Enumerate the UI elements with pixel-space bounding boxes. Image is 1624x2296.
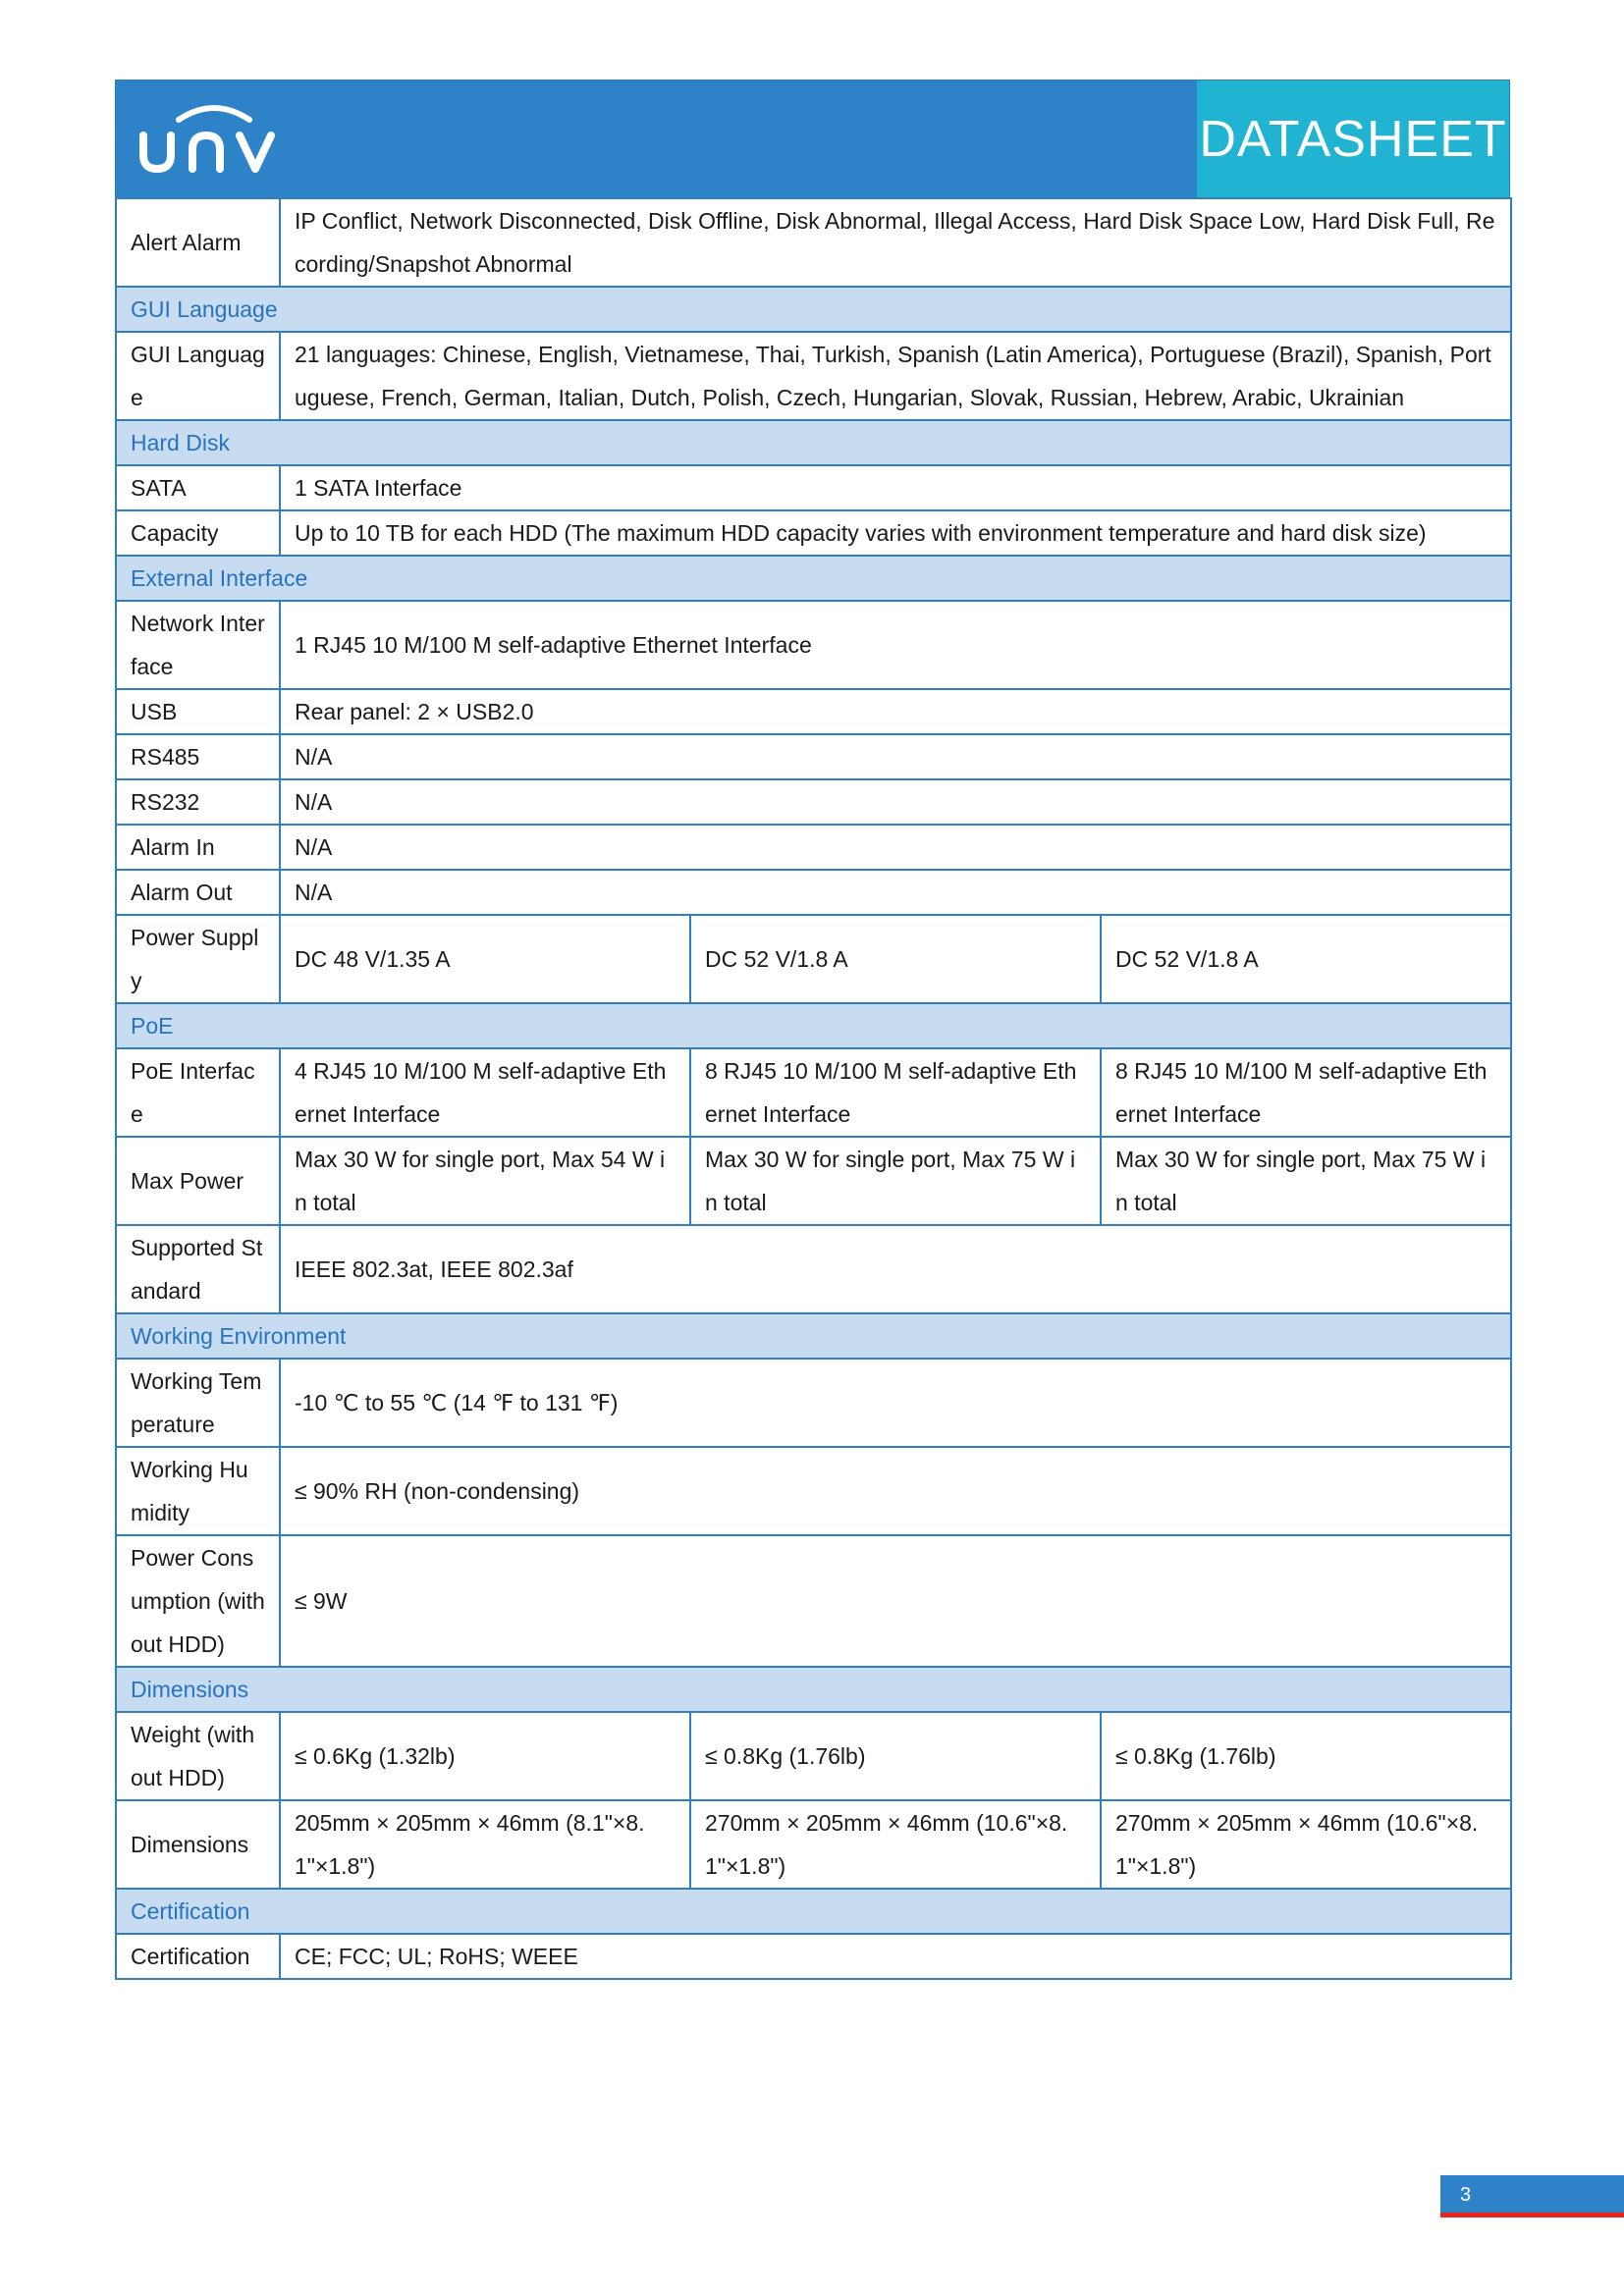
row-label: RS485 [116,734,280,779]
section-header [116,556,1511,601]
section-title: External Interface [116,556,1511,601]
row-value: 4 RJ45 10 M/100 M self-adaptive Ethernet Interface [280,1048,690,1137]
row-value: ≤ 0.6Kg (1.32lb) [280,1712,690,1800]
section-title: Working Environment [116,1313,1511,1359]
row-value: IEEE 802.3at, IEEE 802.3af [280,1225,1511,1313]
section-header [116,1889,1511,1934]
row-value: 8 RJ45 10 M/100 M self-adaptive Ethernet Interface [1101,1048,1511,1137]
row-label: GUI Language [116,332,280,420]
row-label: Working Temperature [116,1359,280,1447]
row-label: USB [116,689,280,734]
row-value: 1 SATA Interface [280,465,1511,510]
section-header [116,1667,1511,1712]
section-header [116,1003,1511,1048]
row-value: 1 RJ45 10 M/100 M self-adaptive Ethernet Interface [280,601,1511,689]
row-value: 21 languages: Chinese, English, Vietnamese, Thai, Turkish, Spanish (Latin America), Portuguese (Brazil), Spanish, Portuguese, French, German, Italian, Dutch, Polish, Czech, Hungarian, Slovak, Russian, Hebrew, Arabic, Ukrainian [280,332,1511,420]
row-label: PoE Interface [116,1048,280,1137]
table-row [116,198,1511,287]
row-label: Network Interface [116,601,280,689]
table-row [116,332,1511,420]
section-title: Dimensions [116,1667,1511,1712]
table-row [116,1934,1511,1979]
row-value: Max 30 W for single port, Max 54 W in total [280,1137,690,1225]
datasheet-tag: DATASHEET [1197,80,1509,197]
row-value: Max 30 W for single port, Max 75 W in total [690,1137,1101,1225]
page-number: 3 [1440,2175,1624,2217]
row-label: SATA [116,465,280,510]
row-value: ≤ 9W [280,1535,1511,1667]
row-value: ≤ 0.8Kg (1.76lb) [1101,1712,1511,1800]
section-title: Hard Disk [116,420,1511,465]
section-header [116,287,1511,332]
row-label: Supported Standard [116,1225,280,1313]
table-row [116,915,1511,1003]
row-label: Weight (without HDD) [116,1712,280,1800]
row-value: Up to 10 TB for each HDD (The maximum HDD capacity varies with environment temperature and hard disk size) [280,510,1511,556]
table-row [116,1800,1511,1889]
row-value: DC 52 V/1.8 A [1101,915,1511,1003]
row-label: Alert Alarm [116,198,280,287]
table-row [116,1137,1511,1225]
section-title: GUI Language [116,287,1511,332]
page-header [115,80,1510,198]
row-label: Capacity [116,510,280,556]
row-value: Rear panel: 2 × USB2.0 [280,689,1511,734]
row-value: 205mm × 205mm × 46mm (8.1"×8.1"×1.8") [280,1800,690,1889]
table-row [116,510,1511,556]
row-value: N/A [280,779,1511,825]
row-label: Dimensions [116,1800,280,1889]
table-row [116,1359,1511,1447]
section-header [116,420,1511,465]
table-row [116,1447,1511,1535]
row-value: Max 30 W for single port, Max 75 W in total [1101,1137,1511,1225]
row-value: 270mm × 205mm × 46mm (10.6"×8.1"×1.8") [1101,1800,1511,1889]
section-title: PoE [116,1003,1511,1048]
table-row [116,1048,1511,1137]
table-row [116,601,1511,689]
table-row [116,734,1511,779]
table-row [116,1712,1511,1800]
row-value: DC 48 V/1.35 A [280,915,690,1003]
row-value: ≤ 0.8Kg (1.76lb) [690,1712,1101,1800]
row-label: RS232 [116,779,280,825]
row-value: CE; FCC; UL; RoHS; WEEE [280,1934,1511,1979]
row-label: Alarm In [116,825,280,870]
table-row [116,870,1511,915]
row-label: Max Power [116,1137,280,1225]
table-row [116,825,1511,870]
row-value: IP Conflict, Network Disconnected, Disk Offline, Disk Abnormal, Illegal Access, Hard Disk Space Low, Hard Disk Full, Recording/Snapshot Abnormal [280,198,1511,287]
row-value: N/A [280,734,1511,779]
unv-logo [135,98,293,187]
spec-table [115,197,1512,1980]
table-row [116,689,1511,734]
row-value: -10 ℃ to 55 ℃ (14 ℉ to 131 ℉) [280,1359,1511,1447]
row-value: 8 RJ45 10 M/100 M self-adaptive Ethernet Interface [690,1048,1101,1137]
row-label: Alarm Out [116,870,280,915]
row-value: 270mm × 205mm × 46mm (10.6"×8.1"×1.8") [690,1800,1101,1889]
table-row [116,779,1511,825]
row-value: ≤ 90% RH (non-condensing) [280,1447,1511,1535]
row-label: Working Humidity [116,1447,280,1535]
row-label: Power Supply [116,915,280,1003]
row-label: Power Consumption (without HDD) [116,1535,280,1667]
row-value: N/A [280,870,1511,915]
section-header [116,1313,1511,1359]
row-value: N/A [280,825,1511,870]
row-label: Certification [116,1934,280,1979]
table-row [116,465,1511,510]
table-row [116,1225,1511,1313]
table-row [116,1535,1511,1667]
section-title: Certification [116,1889,1511,1934]
row-value: DC 52 V/1.8 A [690,915,1101,1003]
